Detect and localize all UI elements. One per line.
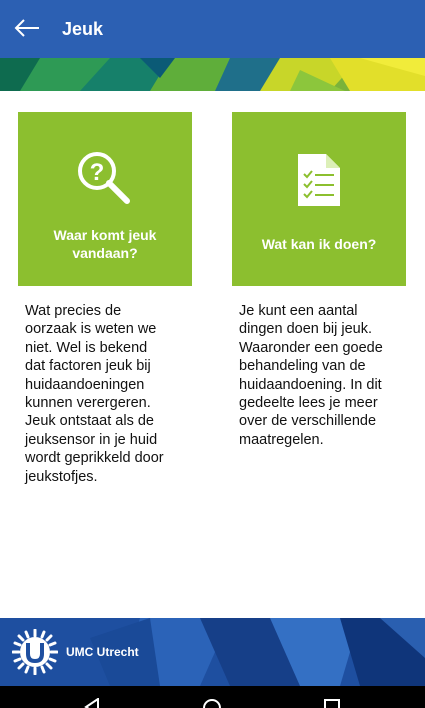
footer-brand: UMC Utrecht xyxy=(66,645,139,659)
banner-graphic xyxy=(0,58,425,91)
tile-wat-kan-ik-doen[interactable] xyxy=(232,112,406,286)
back-nav-icon[interactable] xyxy=(84,698,102,708)
magnifier-question-icon xyxy=(18,150,192,208)
recents-nav-icon[interactable] xyxy=(323,698,341,708)
content-area xyxy=(0,91,425,618)
checklist-document-icon xyxy=(232,152,406,208)
tile-label: Wat kan ik doen? xyxy=(261,236,377,252)
tile-label: Waar komt jeuk vandaan? xyxy=(53,227,157,261)
app-bar xyxy=(0,0,425,58)
umc-utrecht-logo-icon xyxy=(12,629,58,675)
header-banner xyxy=(0,58,425,91)
tile-description-right: Je kunt een aantal dingen doen bij jeuk. Waaronder een goede behandeling van de huidaandoening. In dit gedeelte lees je meer over de verschillende maatregelen. xyxy=(239,303,383,448)
system-navigation-bar xyxy=(0,686,425,708)
tile-description-left: Wat precies de oorzaak is weten we niet. Wel is bekend dat factoren jeuk bij huidaandoeningen kunnen verergeren. Jeuk ontstaat als de jeuksensor in je huid wordt geprikkeld door jeukstofjes. xyxy=(25,303,164,485)
tile-waar-komt-jeuk-vandaan[interactable] xyxy=(18,112,192,286)
footer-bar xyxy=(0,618,425,686)
footer-graphic xyxy=(0,618,425,686)
svg-text:?: ? xyxy=(89,159,105,186)
home-nav-icon[interactable] xyxy=(202,698,222,708)
back-button[interactable] xyxy=(12,14,42,42)
page-title: Jeuk xyxy=(62,19,104,39)
arrow-left-icon xyxy=(13,18,41,38)
